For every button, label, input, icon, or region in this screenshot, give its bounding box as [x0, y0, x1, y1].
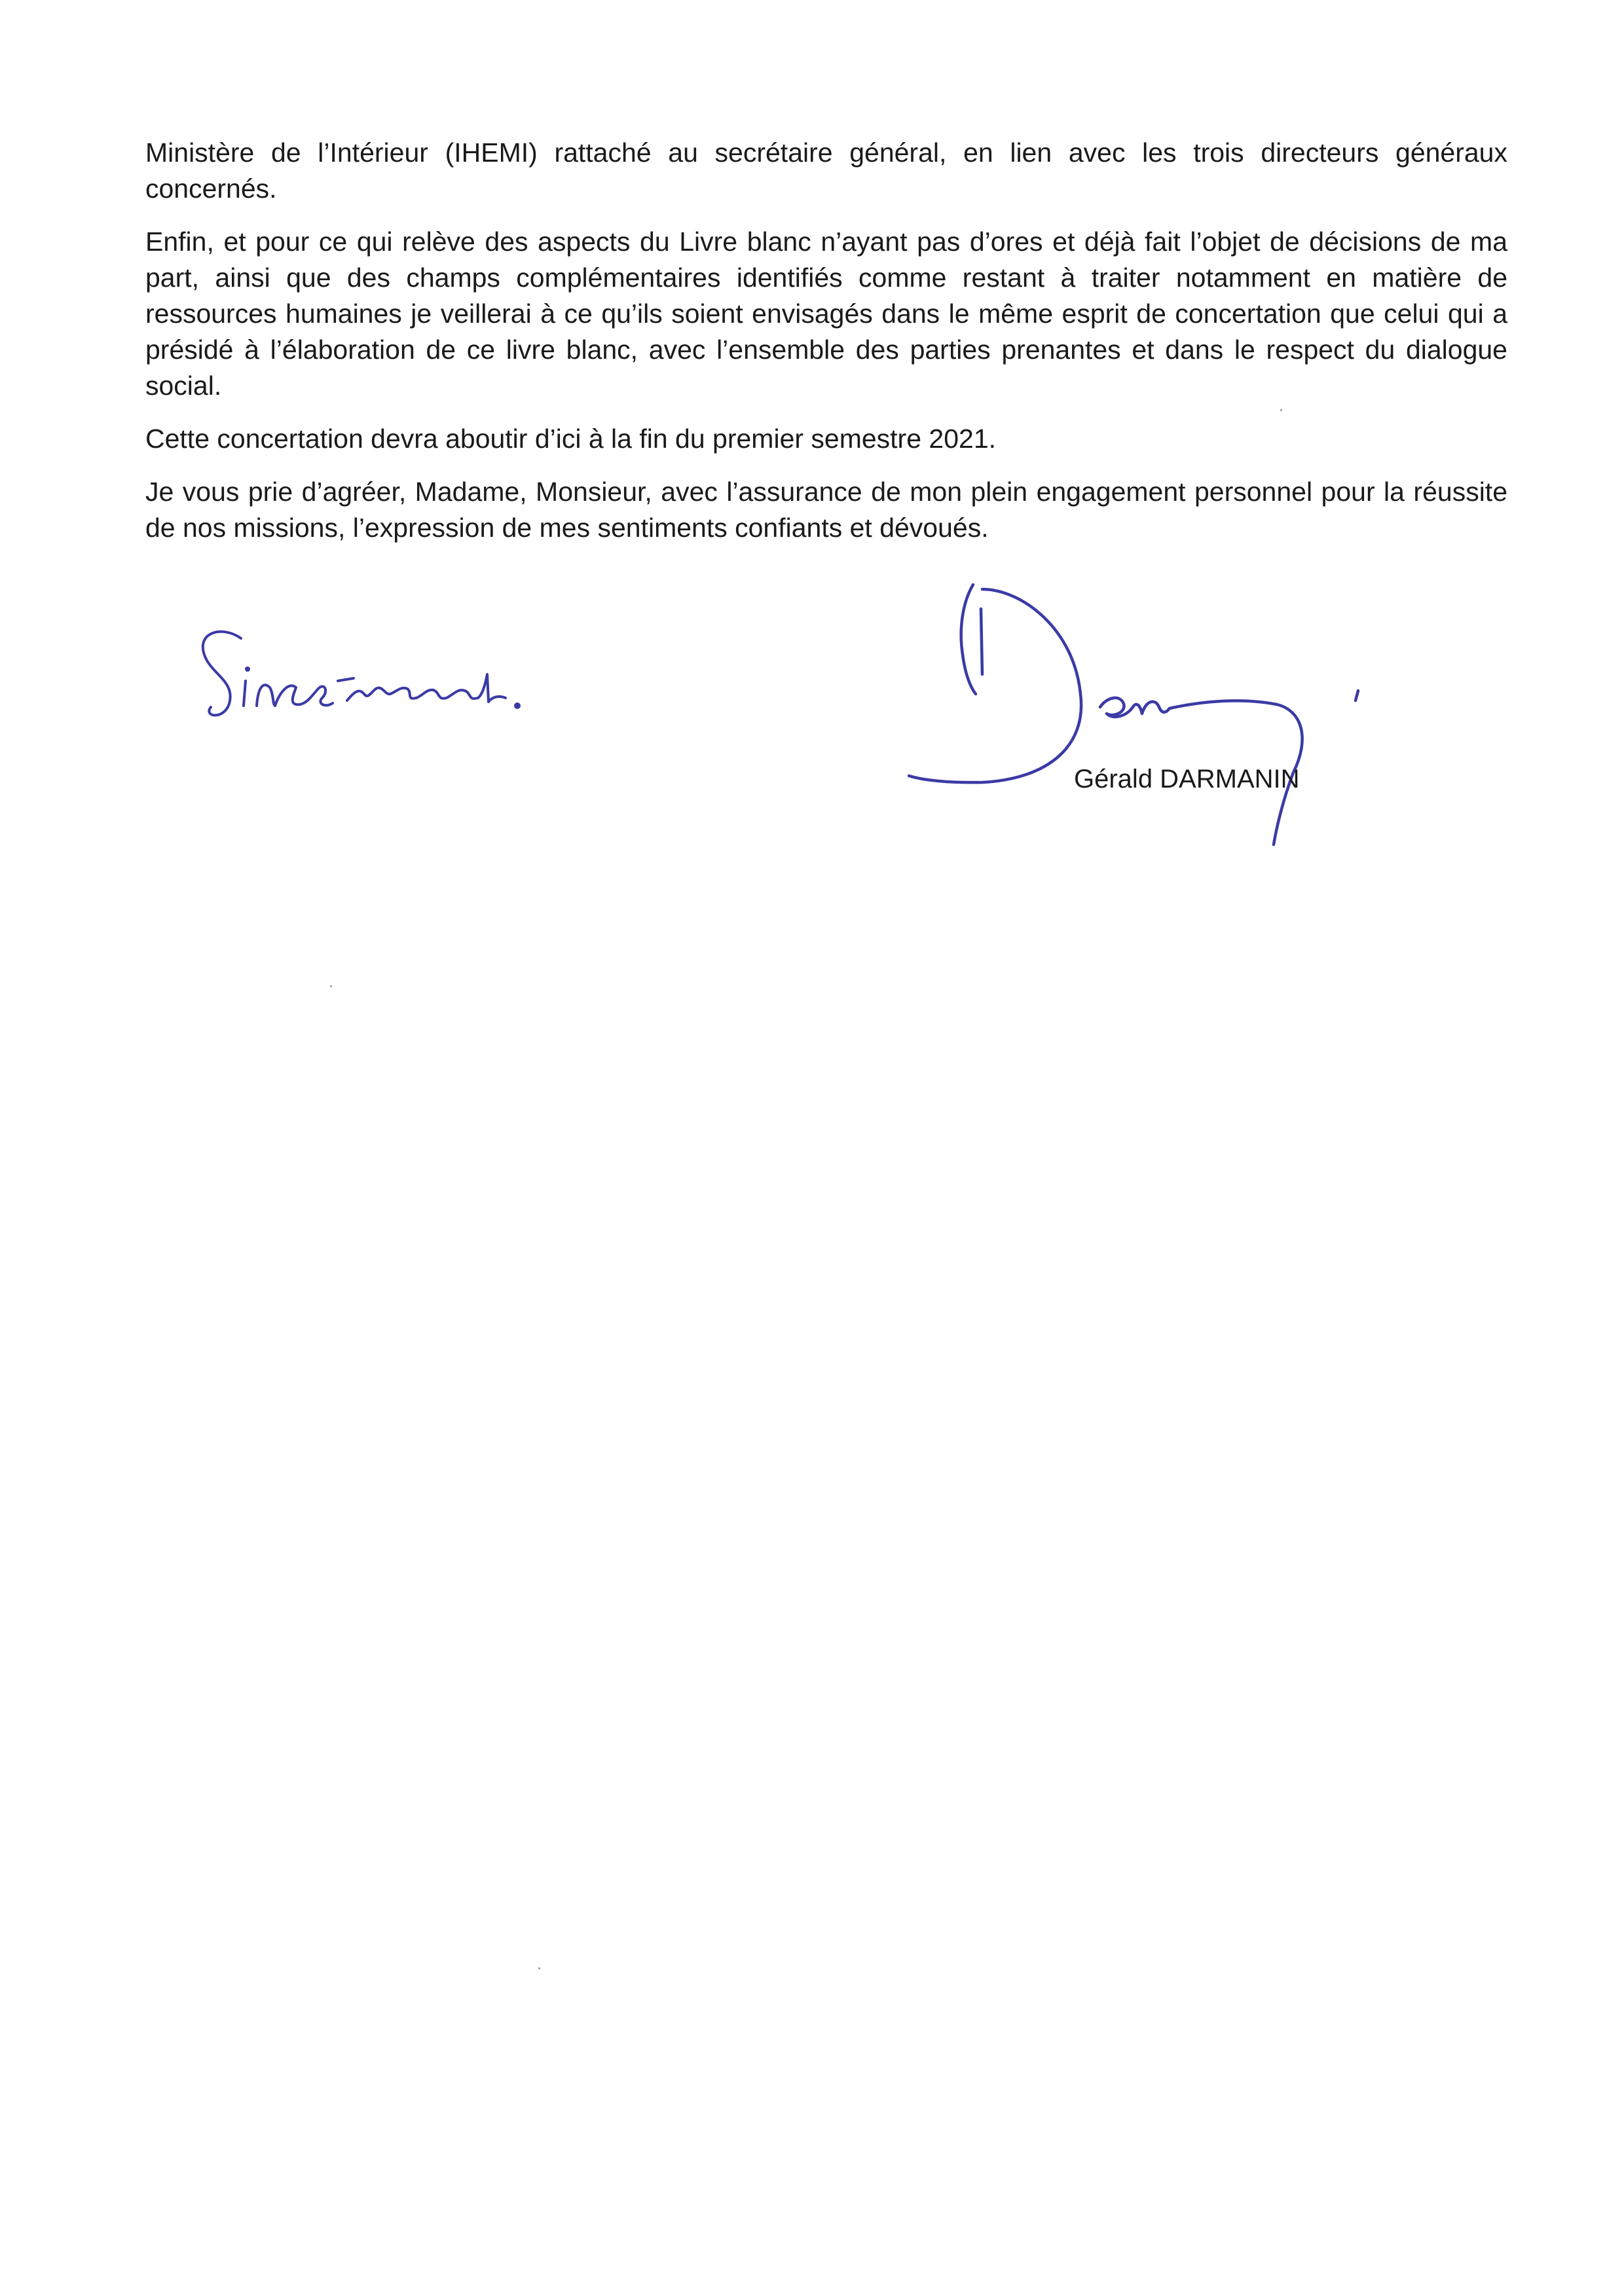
- paragraph-concertation: Cette concertation devra aboutir d’ici à la fin du premier semestre 2021.: [145, 424, 997, 454]
- paragraph-salutation: Je vous prie d’agréer, Madame, Monsieur, avec l’assurance de mon plein engagement personnel pour la réussite de nos missions, l’expression de mes sentiments confiants et dévoués.: [145, 477, 1507, 543]
- signature: [909, 585, 1358, 845]
- letter-body: [145, 135, 1507, 563]
- signatory-name: Gérald DARMANIN: [1074, 765, 1300, 793]
- handwritten-closing: [203, 632, 519, 716]
- scan-speck: [538, 1967, 540, 1969]
- paragraph-ihemi: Ministère de l’Intérieur (IHEMI) rattaché au secrétaire général, en lien avec les trois directeurs généraux concernés.: [145, 137, 1507, 204]
- scan-speck: [1280, 409, 1282, 411]
- scan-speck: [330, 985, 332, 987]
- paragraph-livre-blanc: Enfin, et pour ce qui relève des aspects du Livre blanc n’ayant pas d’ores et déjà fait l’objet de décisions de ma part, ainsi que des champs complémentaires identifiés comme restant à traiter notamment en matière de ressources humaines je veillerai à ce qu’ils soient envisagés dans le même esprit de concertation que celui qui a présidé à l’élaboration de ce livre blanc, avec l’ensemble des parties prenantes et dans le respect du dialogue social.: [145, 227, 1507, 401]
